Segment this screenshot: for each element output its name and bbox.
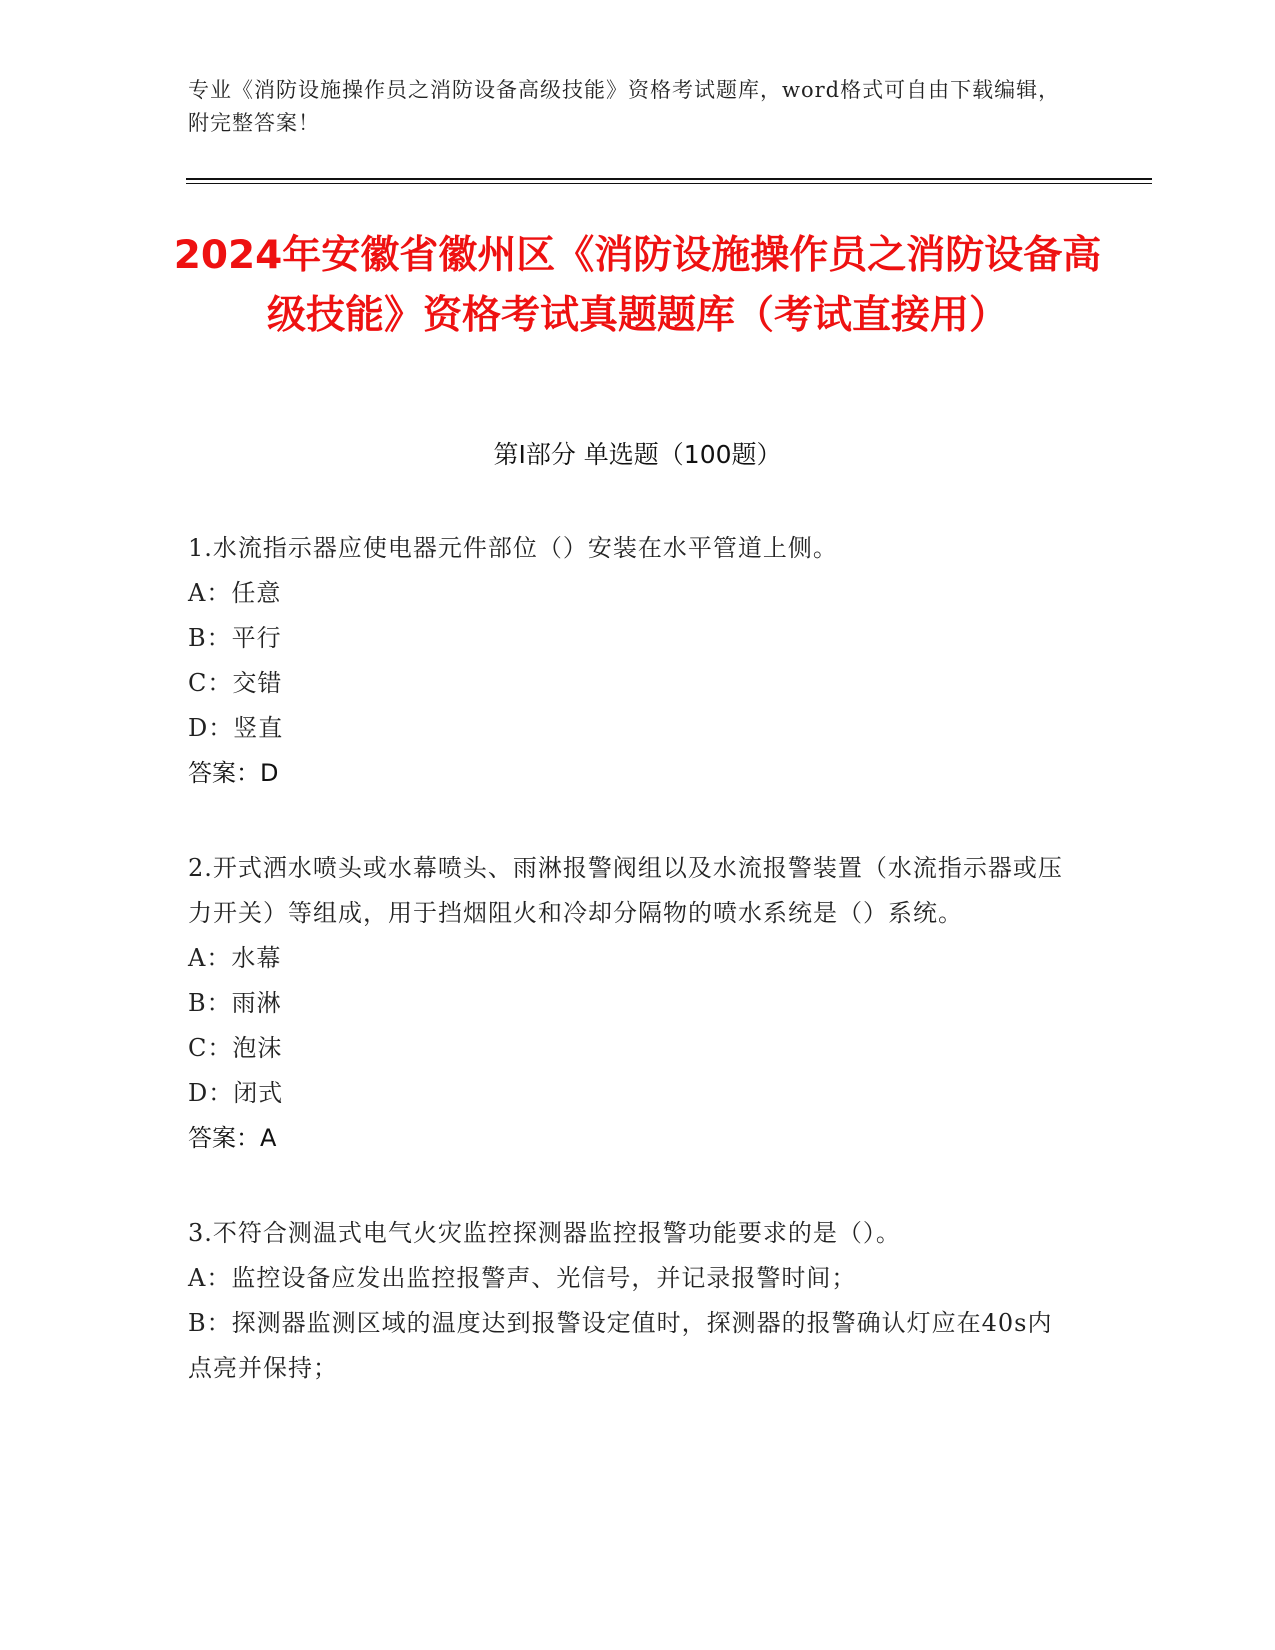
question-option-a: A：水幕 — [188, 944, 282, 972]
question-answer: 答案：A — [188, 1124, 277, 1152]
question-stem: 3.不符合测温式电气火灾监控探测器监控报警功能要求的是（）。 — [188, 1219, 901, 1247]
question-option-b: B：雨淋 — [188, 989, 282, 1017]
question-option-d: D：闭式 — [188, 1079, 284, 1107]
question-2 — [188, 846, 1068, 1161]
question-option-a: A：监控设备应发出监控报警声、光信号，并记录报警时间； — [188, 1264, 857, 1292]
header-note: 专业《消防设施操作员之消防设备高级技能》资格考试题库，word格式可自由下载编辑，附完整答案！ — [188, 78, 1061, 135]
question-stem: 1.水流指示器应使电器元件部位（）安装在水平管道上侧。 — [188, 534, 838, 562]
question-stem: 2.开式洒水喷头或水幕喷头、雨淋报警阀组以及水流报警装置（水流指示器或压力开关）等组成，用于挡烟阻火和冷却分隔物的喷水系统是（）系统。 — [188, 854, 1063, 927]
header-rule-thin — [186, 183, 1152, 184]
section-title: 第I部分 单选题（100题） — [493, 440, 782, 469]
header-rule-thick — [186, 178, 1152, 180]
question-option-b: B：平行 — [188, 624, 282, 652]
question-option-c: C：交错 — [188, 669, 283, 697]
question-option-d: D：竖直 — [188, 714, 284, 742]
document-title: 2024年安徽省徽州区《消防设施操作员之消防设备高级技能》资格考试真题题库（考试直接用） — [173, 233, 1102, 338]
question-list — [188, 526, 1068, 1441]
question-option-a: A：任意 — [188, 579, 282, 607]
question-answer: 答案：D — [188, 759, 279, 787]
question-option-c: C：泡沫 — [188, 1034, 283, 1062]
question-1 — [188, 526, 1068, 796]
question-option-b: B：探测器监测区域的温度达到报警设定值时，探测器的报警确认灯应在40s内点亮并保持； — [188, 1309, 1053, 1382]
question-3 — [188, 1211, 1068, 1391]
